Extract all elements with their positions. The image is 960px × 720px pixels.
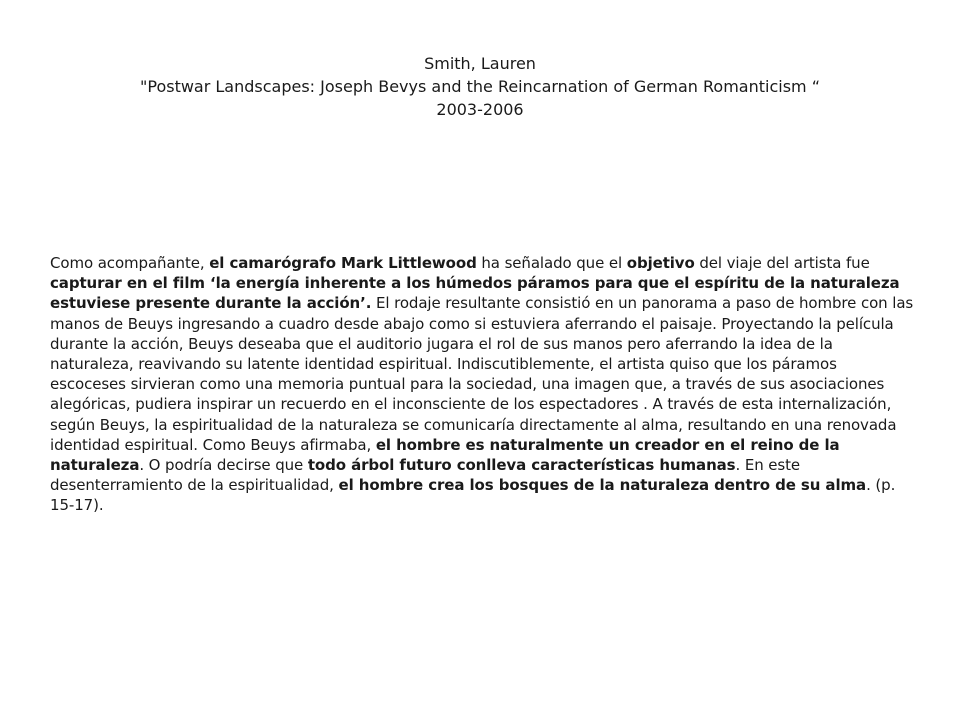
author-line: Smith, Lauren xyxy=(424,54,536,73)
bold-segment: el camarógrafo Mark Littlewood xyxy=(209,254,477,272)
bold-segment: el hombre crea los bosques de la naturaleza dentro de su alma xyxy=(338,476,867,495)
text-segment: . O podría decirse que xyxy=(139,456,308,475)
text-segment: El rodaje resultante consistió en un panorama a paso de hombre con las manos de Beuys ingresando a cuadro desde abajo como si estuviera aferrando el paisaje. Proyectando la película durante la acción, Beuys deseaba que el auditorio jugara el rol de sus manos pero aferrando la idea de la naturaleza, reavivando su latente identidad espiritual. Indiscutiblemente, el artista quiso que los páramos escoceses sirvieran como una memoria puntual para la sociedad, una imagen que, a través de sus asociaciones alegóricas, pudiera inspirar un recuerdo en el inconsciente de los espectadores . A través de esta internalización, según Beuys, la espiritualidad de la naturaleza se comunicaría directamente al alma, resultando en una renovada identidad espiritual. Como Beuys afirmaba, xyxy=(50,294,914,454)
text-segment: ha señalado que el xyxy=(476,254,627,272)
text-segment: del viaje del artista fue xyxy=(694,254,870,272)
quote-paragraph xyxy=(50,253,916,516)
title-line: "Postwar Landscapes: Joseph Bevys and the Reincarnation of German Romanticism “ xyxy=(140,77,820,96)
bold-segment: objetivo xyxy=(626,254,695,272)
bold-segment: capturar en el film ‘la energía inherente a los húmedos páramos para que el espíritu de la naturaleza estuviese presente durante la acción’. xyxy=(50,274,900,313)
citation-header xyxy=(0,52,960,121)
text-segment: Como acompañante, xyxy=(50,254,210,272)
years-line: 2003-2006 xyxy=(436,100,524,119)
bold-segment: el hombre es naturalmente un creador en el reino de la naturaleza xyxy=(50,435,840,475)
text-segment: . En este desenterramiento de la espiritualidad, xyxy=(50,456,801,495)
bold-segment: todo árbol futuro conlleva características humanas xyxy=(307,456,736,475)
text-segment: . (p. 15-17). xyxy=(50,476,896,515)
